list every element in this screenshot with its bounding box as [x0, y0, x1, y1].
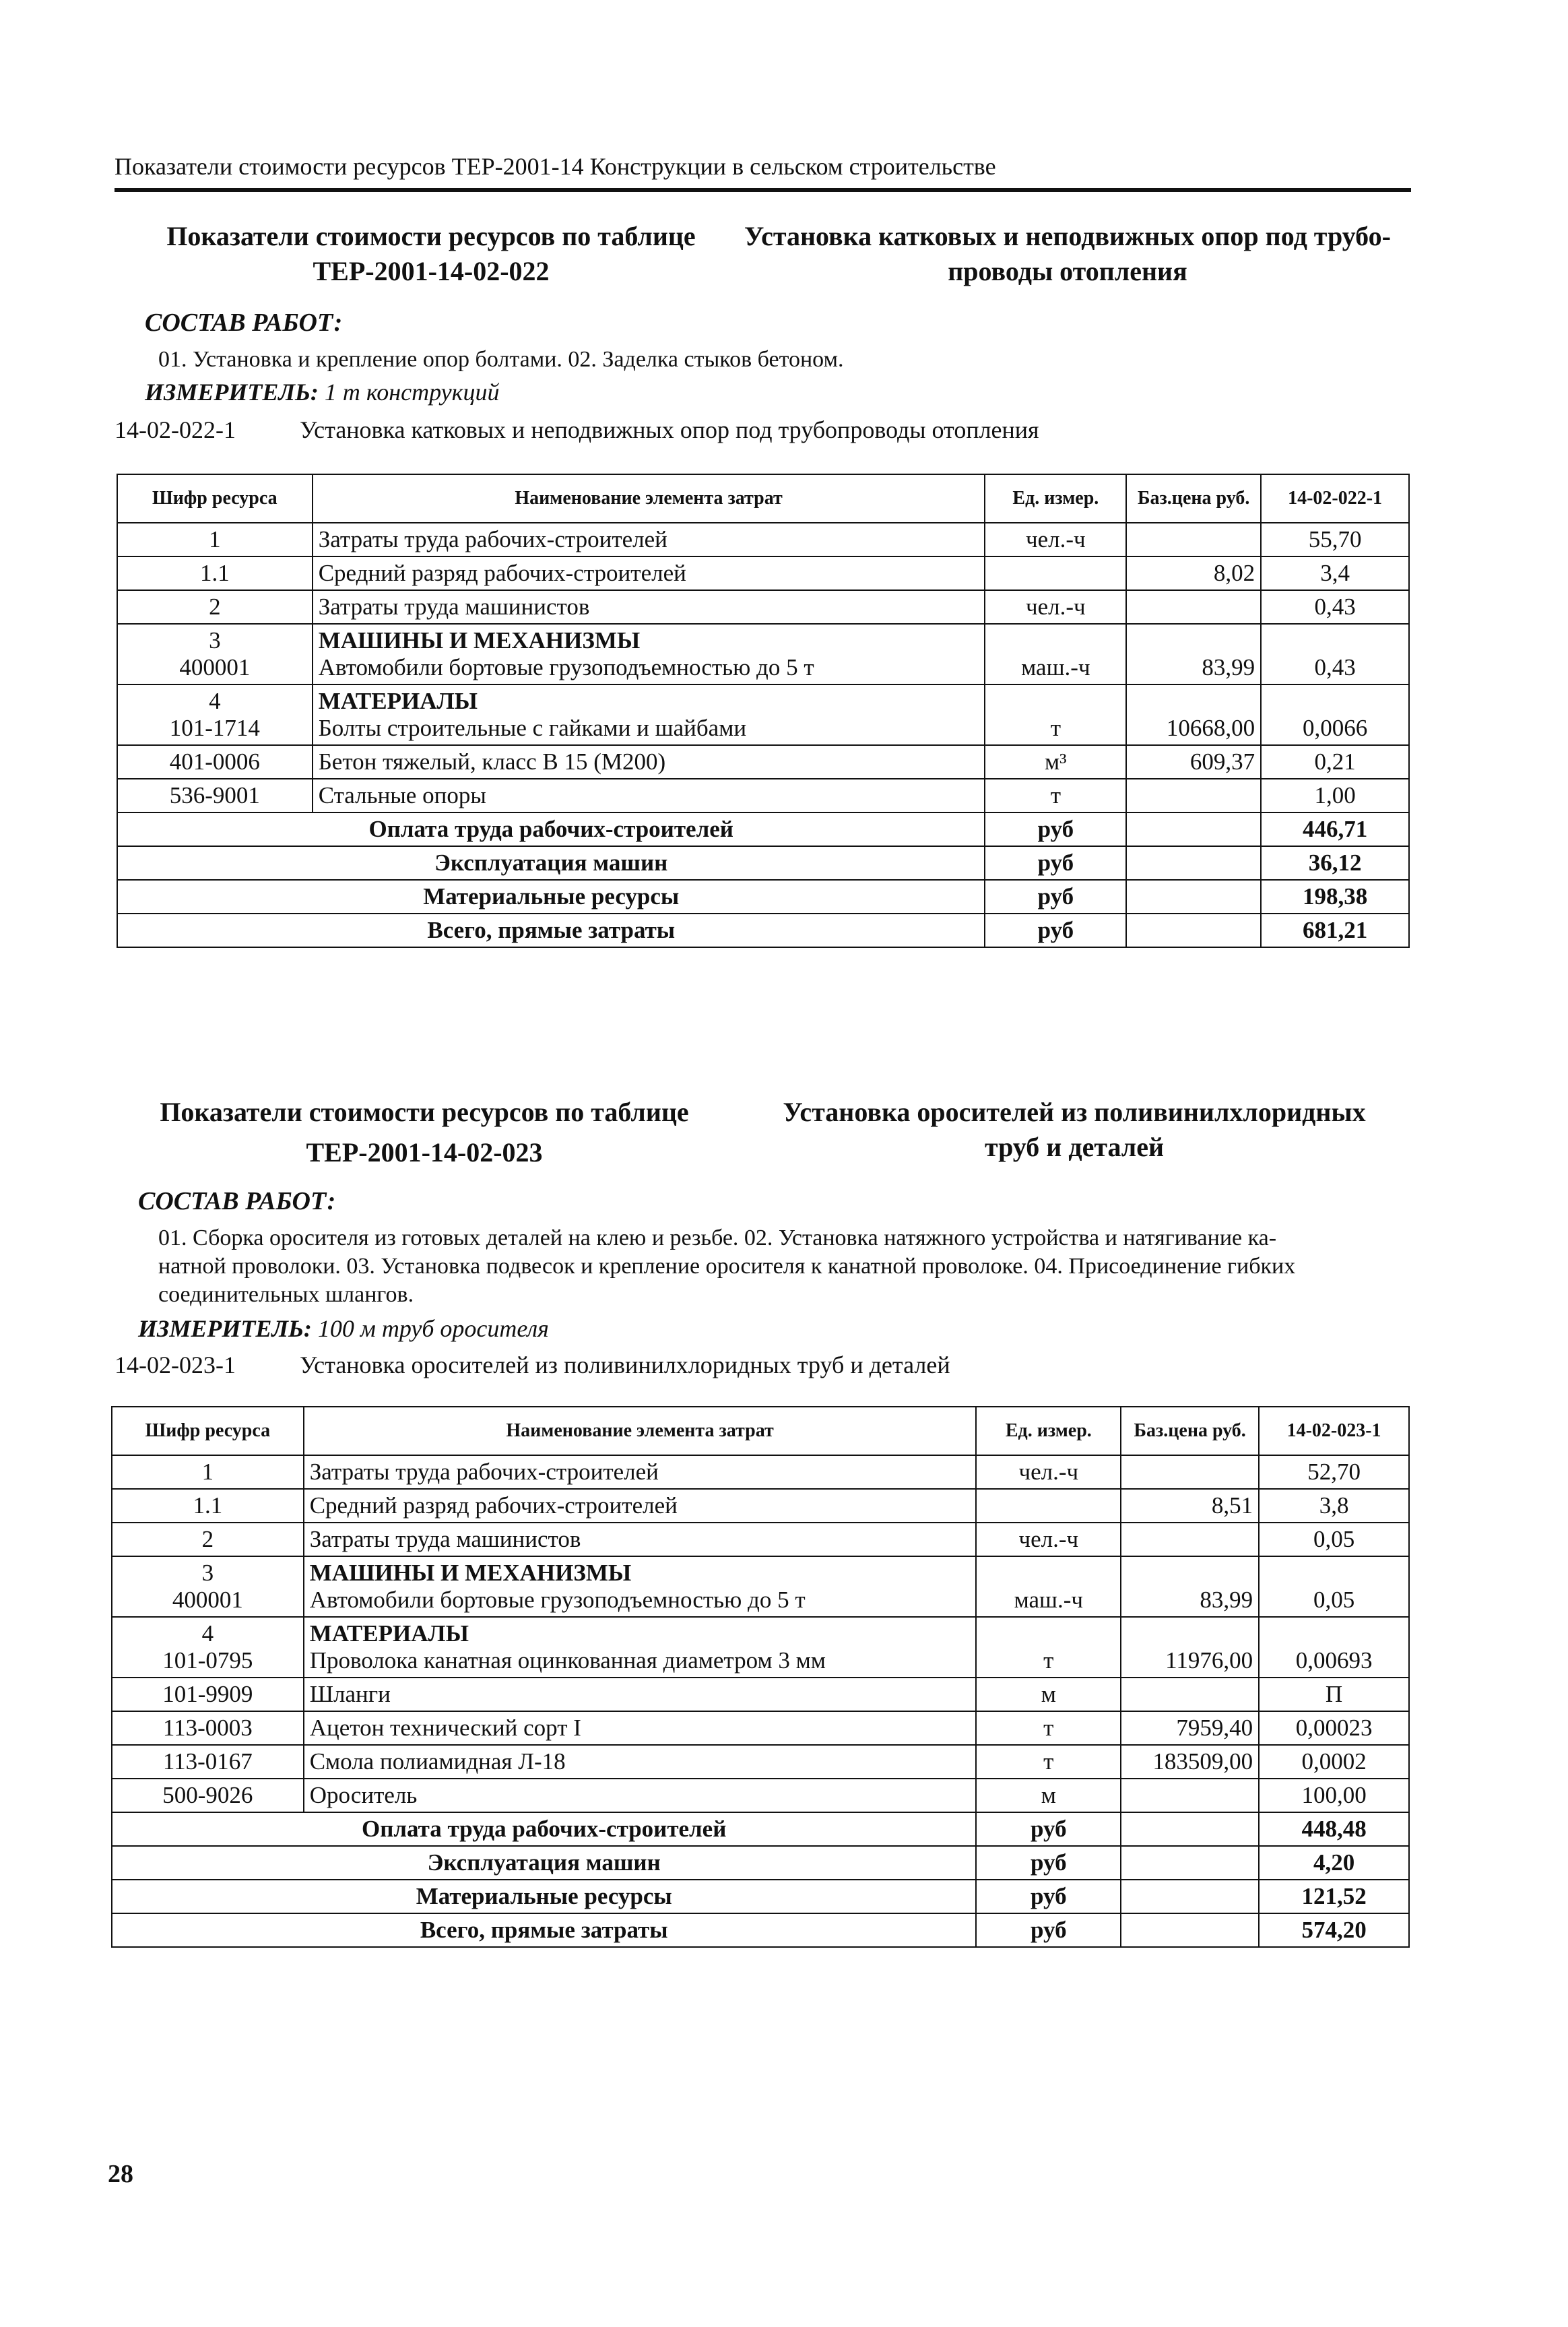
cell-value: 52,70	[1259, 1455, 1409, 1489]
total-value: 446,71	[1261, 812, 1409, 846]
cell-code: 401-0006	[117, 745, 313, 779]
cell-code	[117, 624, 313, 684]
total-unit: руб	[976, 1880, 1121, 1913]
cell-price: 8,02	[1126, 556, 1261, 590]
cell-value: 3,4	[1261, 556, 1409, 590]
title-left	[148, 1095, 700, 1170]
cell-name	[313, 624, 985, 684]
cell-price: 11976,00	[1121, 1617, 1259, 1678]
cell-price: 7959,40	[1121, 1711, 1259, 1745]
cell-name: Стальные опоры	[313, 779, 985, 812]
cell-code: 2	[117, 590, 313, 624]
cell-price: 10668,00	[1126, 684, 1261, 745]
item-name: Болты строительные с гайками и шайбами	[318, 715, 747, 741]
cell-unit: чел.-ч	[985, 523, 1126, 556]
item-name: Автомобили бортовые грузоподъемностью до 5 т	[318, 654, 814, 680]
cell-value: 0,00023	[1259, 1711, 1409, 1745]
table-row	[112, 1745, 1409, 1779]
title-right	[734, 1095, 1414, 1165]
total-unit: руб	[976, 1846, 1121, 1880]
table-row	[117, 684, 1409, 745]
work-text	[158, 1224, 1411, 1309]
col-header-unit: Ед. измер.	[985, 474, 1126, 523]
cell-value: 55,70	[1261, 523, 1409, 556]
table-row	[112, 1455, 1409, 1489]
running-header	[115, 152, 1411, 192]
group-heading: МАТЕРИАЛЫ	[318, 688, 478, 714]
total-value: 198,38	[1261, 880, 1409, 914]
total-value: 36,12	[1261, 846, 1409, 880]
table-row	[117, 624, 1409, 684]
cell-price: 83,99	[1126, 624, 1261, 684]
title-right	[721, 219, 1414, 289]
rate-description: Установка катковых и неподвижных опор под трубопроводы отопления	[300, 416, 1039, 443]
cell-value: 0,43	[1261, 590, 1409, 624]
total-row	[117, 914, 1409, 947]
cell-code: 1.1	[112, 1489, 304, 1523]
cell-value: 0,00693	[1259, 1617, 1409, 1678]
cell-price	[1121, 1523, 1259, 1556]
table-row	[117, 779, 1409, 812]
cell-value: 100,00	[1259, 1779, 1409, 1812]
cell-code: 113-0003	[112, 1711, 304, 1745]
total-price-empty	[1121, 1913, 1259, 1947]
sostav-label: СОСТАВ РАБОТ:	[145, 309, 343, 337]
total-unit: руб	[985, 846, 1126, 880]
cell-code: 1	[117, 523, 313, 556]
cell-unit: маш.-ч	[976, 1556, 1121, 1617]
measurer-value: 100 м труб оросителя	[317, 1315, 549, 1342]
measurer-value: 1 т конструкций	[324, 379, 500, 406]
total-value: 574,20	[1259, 1913, 1409, 1947]
running-title: Показатели стоимости ресурсов ТЕР-2001-14 Конструкции в сельском строительстве	[115, 153, 996, 180]
cell-unit: м³	[985, 745, 1126, 779]
cell-unit: чел.-ч	[976, 1455, 1121, 1489]
cell-name: Смола полиамидная Л-18	[304, 1745, 977, 1779]
col-header-name: Наименование элемента затрат	[304, 1407, 977, 1455]
total-price-empty	[1126, 812, 1261, 846]
cell-unit: т	[976, 1711, 1121, 1745]
total-price-empty	[1121, 1846, 1259, 1880]
table-header-row	[112, 1407, 1409, 1455]
table-row	[117, 556, 1409, 590]
total-row	[112, 1846, 1409, 1880]
total-row	[112, 1913, 1409, 1947]
cell-code: 1.1	[117, 556, 313, 590]
code-line	[115, 414, 1411, 445]
group-code: 4	[201, 1620, 214, 1647]
table-header-row	[117, 474, 1409, 523]
cell-price: 183509,00	[1121, 1745, 1259, 1779]
total-price-empty	[1126, 914, 1261, 947]
col-header-price: Баз.цена руб.	[1126, 474, 1261, 523]
cell-unit	[976, 1489, 1121, 1523]
total-value: 681,21	[1261, 914, 1409, 947]
total-label: Эксплуатация машин	[117, 846, 985, 880]
cell-name: Затраты труда рабочих-строителей	[313, 523, 985, 556]
cell-name	[313, 684, 985, 745]
section-title	[115, 219, 1411, 300]
cell-unit	[985, 556, 1126, 590]
total-label: Оплата труда рабочих-строителей	[117, 812, 985, 846]
title-left-line-1: Показатели стоимости ресурсов по таблице	[160, 1097, 689, 1127]
total-row	[112, 1812, 1409, 1846]
cell-price	[1126, 523, 1261, 556]
table-row	[112, 1523, 1409, 1556]
col-header-value: 14-02-023-1	[1259, 1407, 1409, 1455]
cell-price	[1121, 1779, 1259, 1812]
section-14-02-023	[115, 1095, 1411, 1380]
cell-code: 1	[112, 1455, 304, 1489]
total-price-empty	[1121, 1880, 1259, 1913]
total-value: 121,52	[1259, 1880, 1409, 1913]
measurer-label: ИЗМЕРИТЕЛЬ:	[145, 379, 319, 406]
cell-value: 0,0002	[1259, 1745, 1409, 1779]
cell-code	[117, 684, 313, 745]
section-title	[115, 1095, 1411, 1176]
item-code: 400001	[172, 1587, 243, 1613]
measurer	[138, 1313, 1411, 1344]
total-value: 448,48	[1259, 1812, 1409, 1846]
group-heading: МАТЕРИАЛЫ	[309, 1620, 469, 1647]
resource-table-1	[117, 474, 1410, 948]
cell-code	[112, 1617, 304, 1678]
cell-value: 0,21	[1261, 745, 1409, 779]
title-right-line-2: труб и деталей	[984, 1132, 1165, 1162]
cell-name	[304, 1617, 977, 1678]
title-left	[155, 219, 707, 289]
group-code: 3	[209, 627, 221, 654]
measurer	[145, 377, 1411, 408]
rate-code: 14-02-022-1	[115, 416, 236, 443]
col-header-code: Шифр ресурса	[117, 474, 313, 523]
title-right-line-2: проводы отопления	[948, 256, 1187, 286]
item-code: 101-1714	[169, 715, 260, 741]
cell-unit: маш.-ч	[985, 624, 1126, 684]
total-label: Всего, прямые затраты	[117, 914, 985, 947]
total-unit: руб	[976, 1913, 1121, 1947]
total-row	[112, 1880, 1409, 1913]
cell-code: 2	[112, 1523, 304, 1556]
total-label: Материальные ресурсы	[117, 880, 985, 914]
total-unit: руб	[985, 812, 1126, 846]
cell-unit: т	[985, 779, 1126, 812]
cell-unit: м	[976, 1779, 1121, 1812]
total-unit: руб	[985, 914, 1126, 947]
total-label: Всего, прямые затраты	[112, 1913, 976, 1947]
cell-name: Ороситель	[304, 1779, 977, 1812]
total-row	[117, 846, 1409, 880]
work-text-line-1: 01. Сборка оросителя из готовых деталей на клею и резьбе. 02. Установка натяжного устройства и натягивание ка-	[158, 1225, 1277, 1250]
cell-code	[112, 1556, 304, 1617]
total-price-empty	[1126, 846, 1261, 880]
total-label: Материальные ресурсы	[112, 1880, 976, 1913]
table-row	[117, 590, 1409, 624]
cell-price: 609,37	[1126, 745, 1261, 779]
total-price-empty	[1126, 880, 1261, 914]
col-header-price: Баз.цена руб.	[1121, 1407, 1259, 1455]
cell-name	[304, 1556, 977, 1617]
measurer-label: ИЗМЕРИТЕЛЬ:	[138, 1315, 312, 1342]
total-label: Оплата труда рабочих-строителей	[112, 1812, 976, 1846]
table-row	[112, 1556, 1409, 1617]
cell-price	[1121, 1455, 1259, 1489]
table-row	[117, 523, 1409, 556]
group-code: 3	[201, 1560, 214, 1586]
title-left-line-2: ТЕР-2001-14-02-023	[306, 1137, 543, 1168]
code-line	[115, 1349, 1411, 1380]
cell-name: Ацетон технический сорт I	[304, 1711, 977, 1745]
cell-price: 8,51	[1121, 1489, 1259, 1523]
cell-price: 83,99	[1121, 1556, 1259, 1617]
title-right-line-1: Установка катковых и неподвижных опор под трубо-	[744, 221, 1391, 251]
item-code: 400001	[179, 654, 251, 680]
cell-code: 101-9909	[112, 1678, 304, 1711]
cell-value: 0,05	[1259, 1523, 1409, 1556]
rate-code: 14-02-023-1	[115, 1351, 236, 1378]
total-unit: руб	[976, 1812, 1121, 1846]
total-value: 4,20	[1259, 1846, 1409, 1880]
page-number: 28	[108, 2160, 133, 2188]
col-header-code: Шифр ресурса	[112, 1407, 304, 1455]
table-row	[112, 1617, 1409, 1678]
table-row	[112, 1779, 1409, 1812]
cell-value: 0,05	[1259, 1556, 1409, 1617]
cell-unit: чел.-ч	[976, 1523, 1121, 1556]
cell-value: 0,43	[1261, 624, 1409, 684]
cell-unit: т	[985, 684, 1126, 745]
group-heading: МАШИНЫ И МЕХАНИЗМЫ	[309, 1560, 632, 1586]
table-row	[112, 1678, 1409, 1711]
total-unit: руб	[985, 880, 1126, 914]
cell-value: 0,0066	[1261, 684, 1409, 745]
cell-code: 536-9001	[117, 779, 313, 812]
total-price-empty	[1121, 1812, 1259, 1846]
cell-value: 3,8	[1259, 1489, 1409, 1523]
item-name: Проволока канатная оцинкованная диаметром 3 мм	[309, 1647, 826, 1673]
cell-price	[1126, 779, 1261, 812]
cell-name: Бетон тяжелый, класс В 15 (М200)	[313, 745, 985, 779]
cell-price	[1121, 1678, 1259, 1711]
item-code: 101-0795	[162, 1647, 253, 1673]
table-row	[117, 745, 1409, 779]
title-left-line-2: ТЕР-2001-14-02-022	[313, 256, 550, 286]
cell-value: П	[1259, 1678, 1409, 1711]
cell-code: 500-9026	[112, 1779, 304, 1812]
cell-name: Средний разряд рабочих-строителей	[313, 556, 985, 590]
group-code: 4	[209, 688, 221, 714]
work-text-line-2: натной проволоки. 03. Установка подвесок и крепление оросителя к канатной проволоке. 04. Присоединение гибких	[158, 1254, 1296, 1279]
total-row	[117, 812, 1409, 846]
cell-name: Средний разряд рабочих-строителей	[304, 1489, 977, 1523]
cell-name: Шланги	[304, 1678, 977, 1711]
cell-value: 1,00	[1261, 779, 1409, 812]
cell-unit: чел.-ч	[985, 590, 1126, 624]
total-label: Эксплуатация машин	[112, 1846, 976, 1880]
col-header-name: Наименование элемента затрат	[313, 474, 985, 523]
item-name: Автомобили бортовые грузоподъемностью до 5 т	[309, 1587, 806, 1613]
col-header-value: 14-02-022-1	[1261, 474, 1409, 523]
cell-name: Затраты труда машинистов	[313, 590, 985, 624]
title-right-line-1: Установка оросителей из поливинилхлоридных	[783, 1097, 1366, 1127]
cell-price	[1126, 590, 1261, 624]
table-row	[112, 1489, 1409, 1523]
group-heading: МАШИНЫ И МЕХАНИЗМЫ	[318, 627, 641, 654]
cell-unit: т	[976, 1745, 1121, 1779]
table-row	[112, 1711, 1409, 1745]
cell-unit: т	[976, 1617, 1121, 1678]
cell-unit: м	[976, 1678, 1121, 1711]
cell-name: Затраты труда машинистов	[304, 1523, 977, 1556]
cell-code: 113-0167	[112, 1745, 304, 1779]
section-14-02-022	[115, 219, 1411, 445]
resource-table-2	[111, 1406, 1410, 1948]
work-text-line-3: соединительных шлангов.	[158, 1282, 414, 1307]
cell-name: Затраты труда рабочих-строителей	[304, 1455, 977, 1489]
sostav-label: СОСТАВ РАБОТ:	[138, 1187, 336, 1215]
total-row	[117, 880, 1409, 914]
title-left-line-1: Показатели стоимости ресурсов по таблице	[166, 221, 696, 251]
rate-description: Установка оросителей из поливинилхлоридных труб и деталей	[300, 1351, 950, 1378]
work-text: 01. Установка и крепление опор болтами. 02. Заделка стыков бетоном.	[158, 347, 844, 372]
col-header-unit: Ед. измер.	[976, 1407, 1121, 1455]
